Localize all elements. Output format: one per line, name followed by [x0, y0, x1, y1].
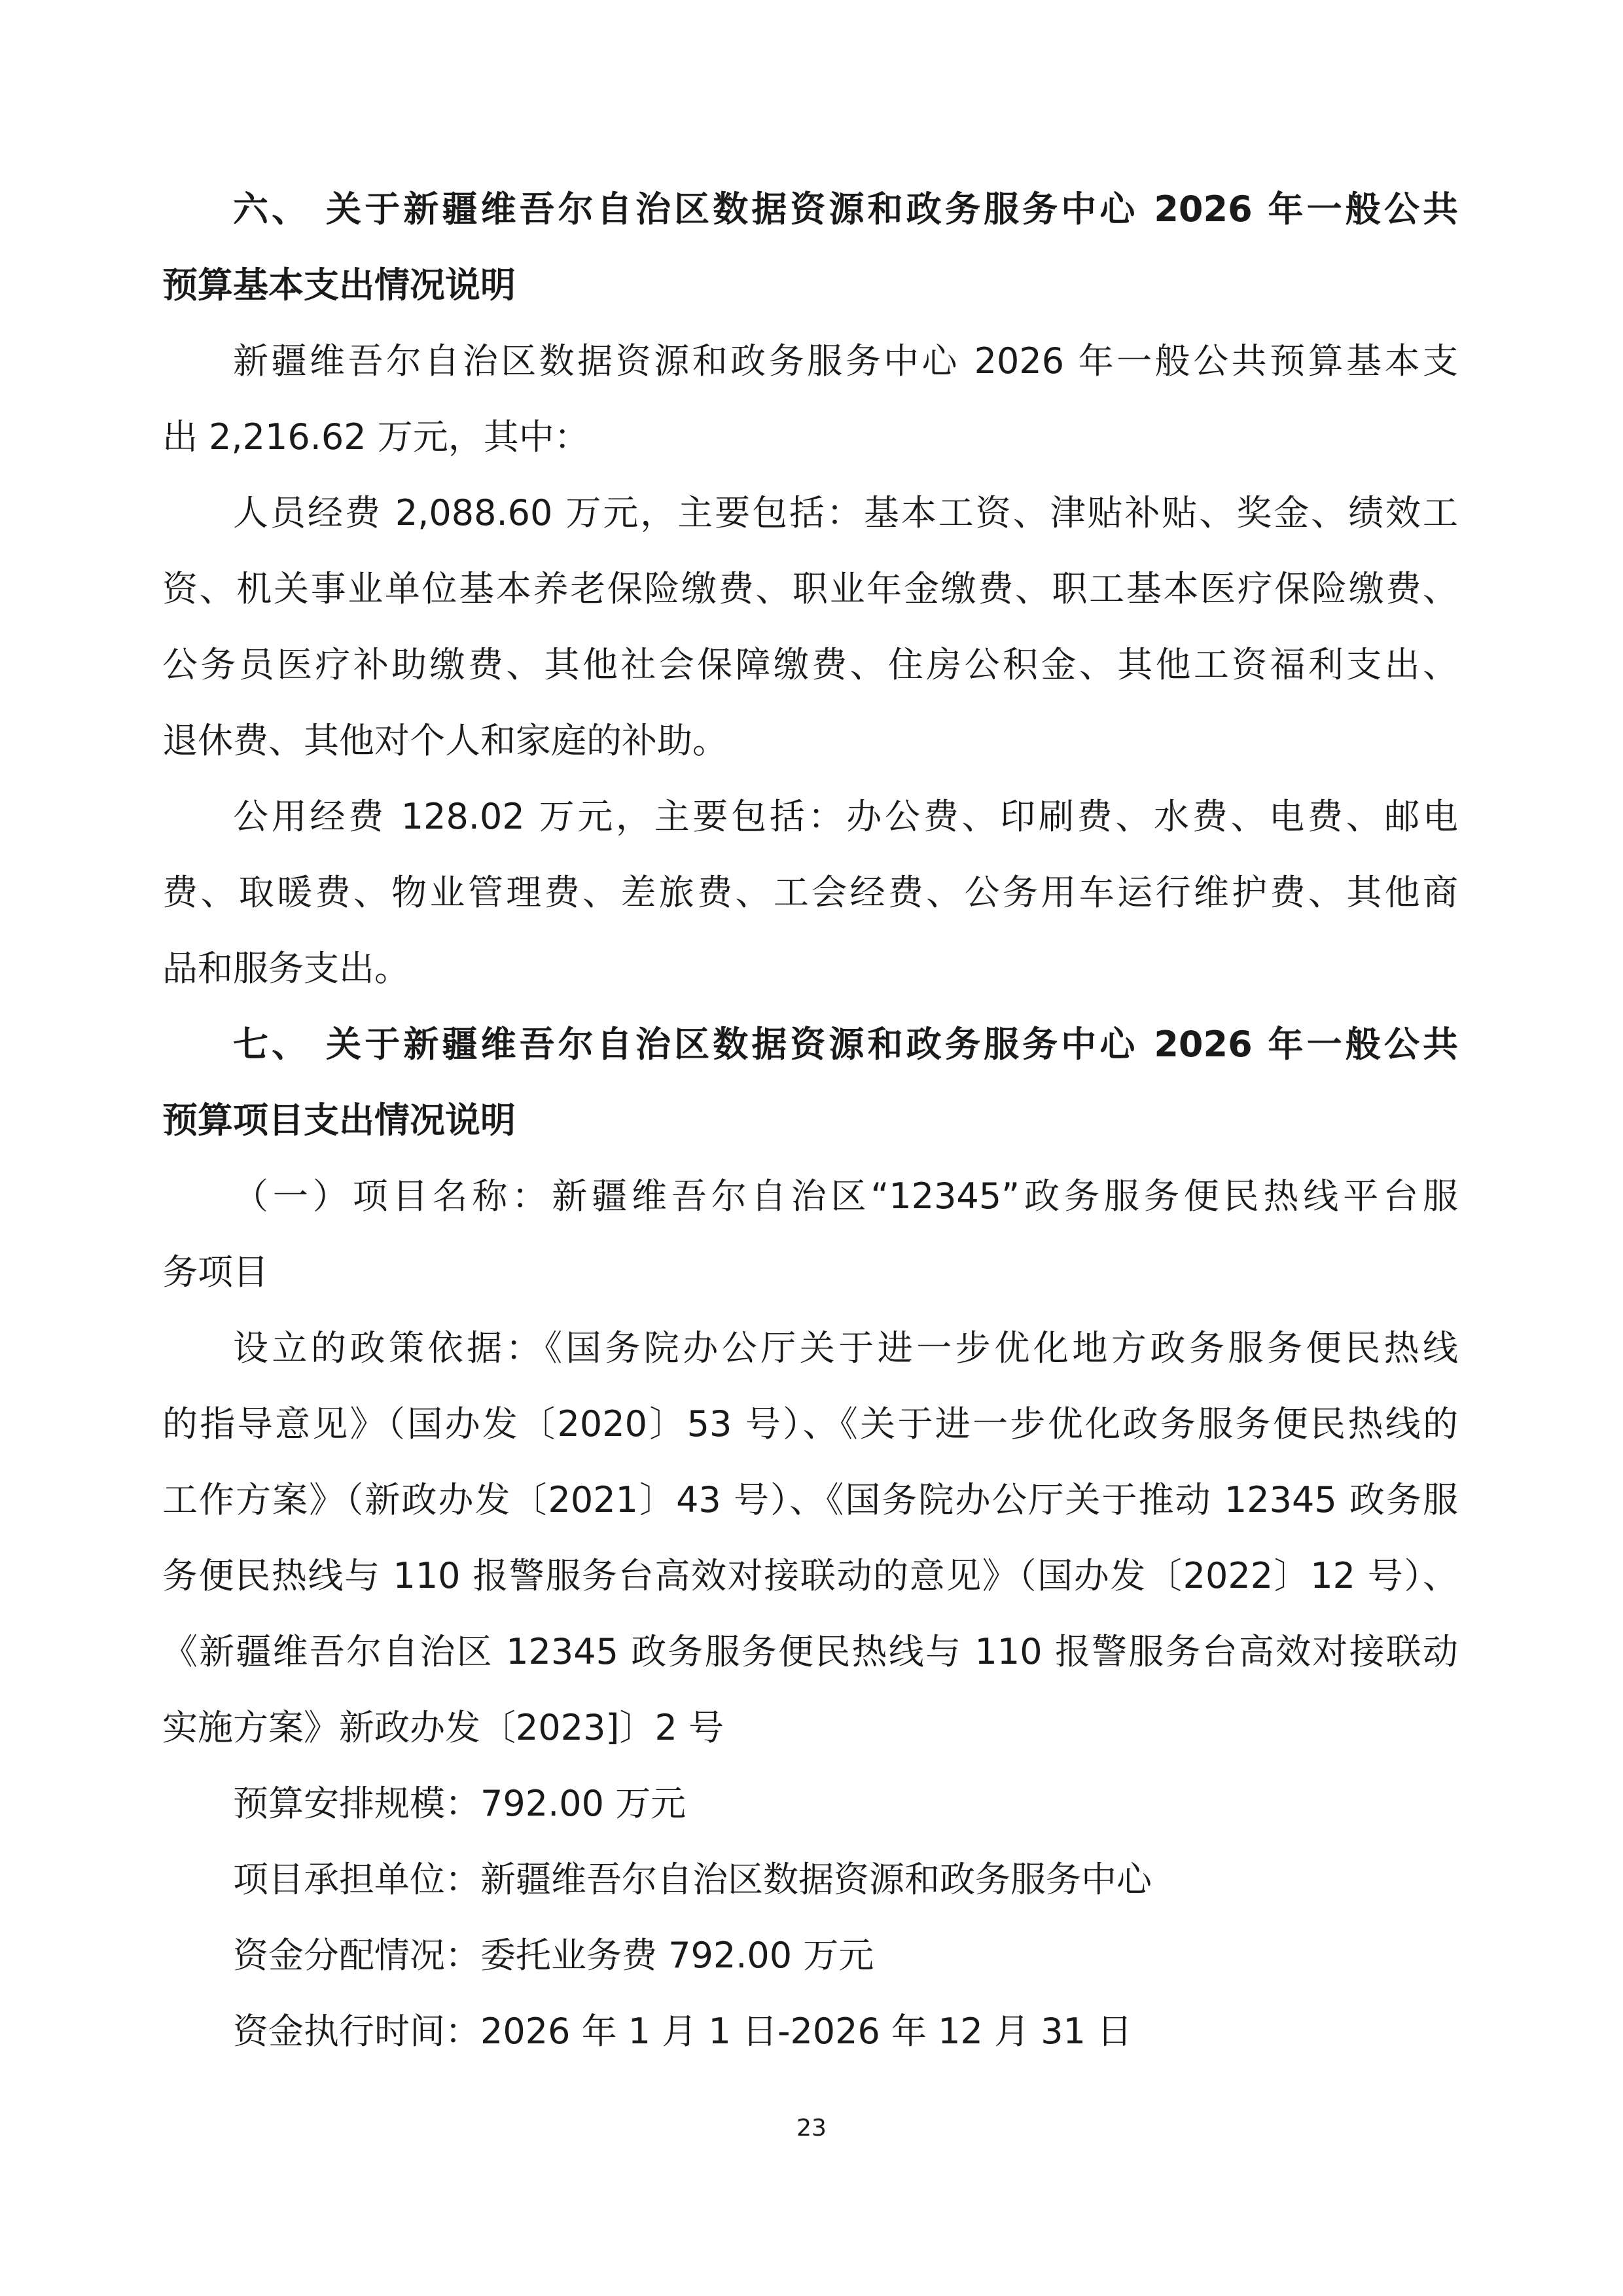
section-heading-7: 七、 关于新疆维吾尔自治区数据资源和政务服务中心 2026 年一般公共: [233, 1024, 1458, 1065]
paragraph-line: 实施方案》新政办发〔2023]〕2 号: [162, 1707, 724, 1748]
budget-scale-line: 预算安排规模：792.00 万元: [233, 1783, 687, 1824]
page-number: 23: [796, 2115, 827, 2142]
fund-allocation-line: 资金分配情况：委托业务费 792.00 万元: [233, 1935, 874, 1976]
paragraph-line: 公务员医疗补助缴费、其他社会保障缴费、住房公积金、其他工资福利支出、: [162, 644, 1458, 685]
paragraph-line: 务便民热线与 110 报警服务台高效对接联动的意见》（国办发〔2022〕12 号）、: [162, 1555, 1458, 1596]
paragraph-line: 的指导意见》（国办发〔2020〕53 号）、《关于进一步优化政务服务便民热线的: [162, 1403, 1458, 1444]
section-heading-6-cont: 预算基本支出情况说明: [162, 264, 516, 306]
subheading-line: （一）项目名称：新疆维吾尔自治区“12345”政务服务便民热线平台服: [233, 1175, 1458, 1217]
paragraph-line: 新疆维吾尔自治区数据资源和政务服务中心 2026 年一般公共预算基本支: [233, 340, 1458, 382]
paragraph-line: 工作方案》（新政办发〔2021〕43 号）、《国务院办公厅关于推动 12345 政务服: [162, 1479, 1458, 1520]
paragraph-line: 费、取暖费、物业管理费、差旅费、工会经费、公务用车运行维护费、其他商: [162, 872, 1458, 913]
paragraph-line: 公用经费 128.02 万元，主要包括：办公费、印刷费、水费、电费、邮电: [233, 796, 1458, 837]
undertaking-unit-line: 项目承担单位：新疆维吾尔自治区数据资源和政务服务中心: [233, 1859, 1152, 1900]
execution-time-line: 资金执行时间：2026 年 1 月 1 日-2026 年 12 月 31 日: [233, 2011, 1133, 2052]
paragraph-line: 资、机关事业单位基本养老保险缴费、职业年金缴费、职工基本医疗保险缴费、: [162, 568, 1458, 609]
subheading-line: 务项目: [162, 1251, 268, 1293]
paragraph-line: 出 2,216.62 万元，其中：: [162, 416, 590, 457]
section-heading-6: 六、 关于新疆维吾尔自治区数据资源和政务服务中心 2026 年一般公共: [233, 188, 1458, 230]
section-heading-7-cont: 预算项目支出情况说明: [162, 1100, 516, 1141]
paragraph-line: 品和服务支出。: [162, 948, 410, 989]
paragraph-line: 人员经费 2,088.60 万元，主要包括：基本工资、津贴补贴、奖金、绩效工: [233, 492, 1458, 533]
paragraph-line: 《新疆维吾尔自治区 12345 政务服务便民热线与 110 报警服务台高效对接联动: [162, 1631, 1458, 1672]
paragraph-line: 退休费、其他对个人和家庭的补助。: [162, 720, 728, 761]
paragraph-line: 设立的政策依据：《国务院办公厅关于进一步优化地方政务服务便民热线: [233, 1327, 1458, 1369]
